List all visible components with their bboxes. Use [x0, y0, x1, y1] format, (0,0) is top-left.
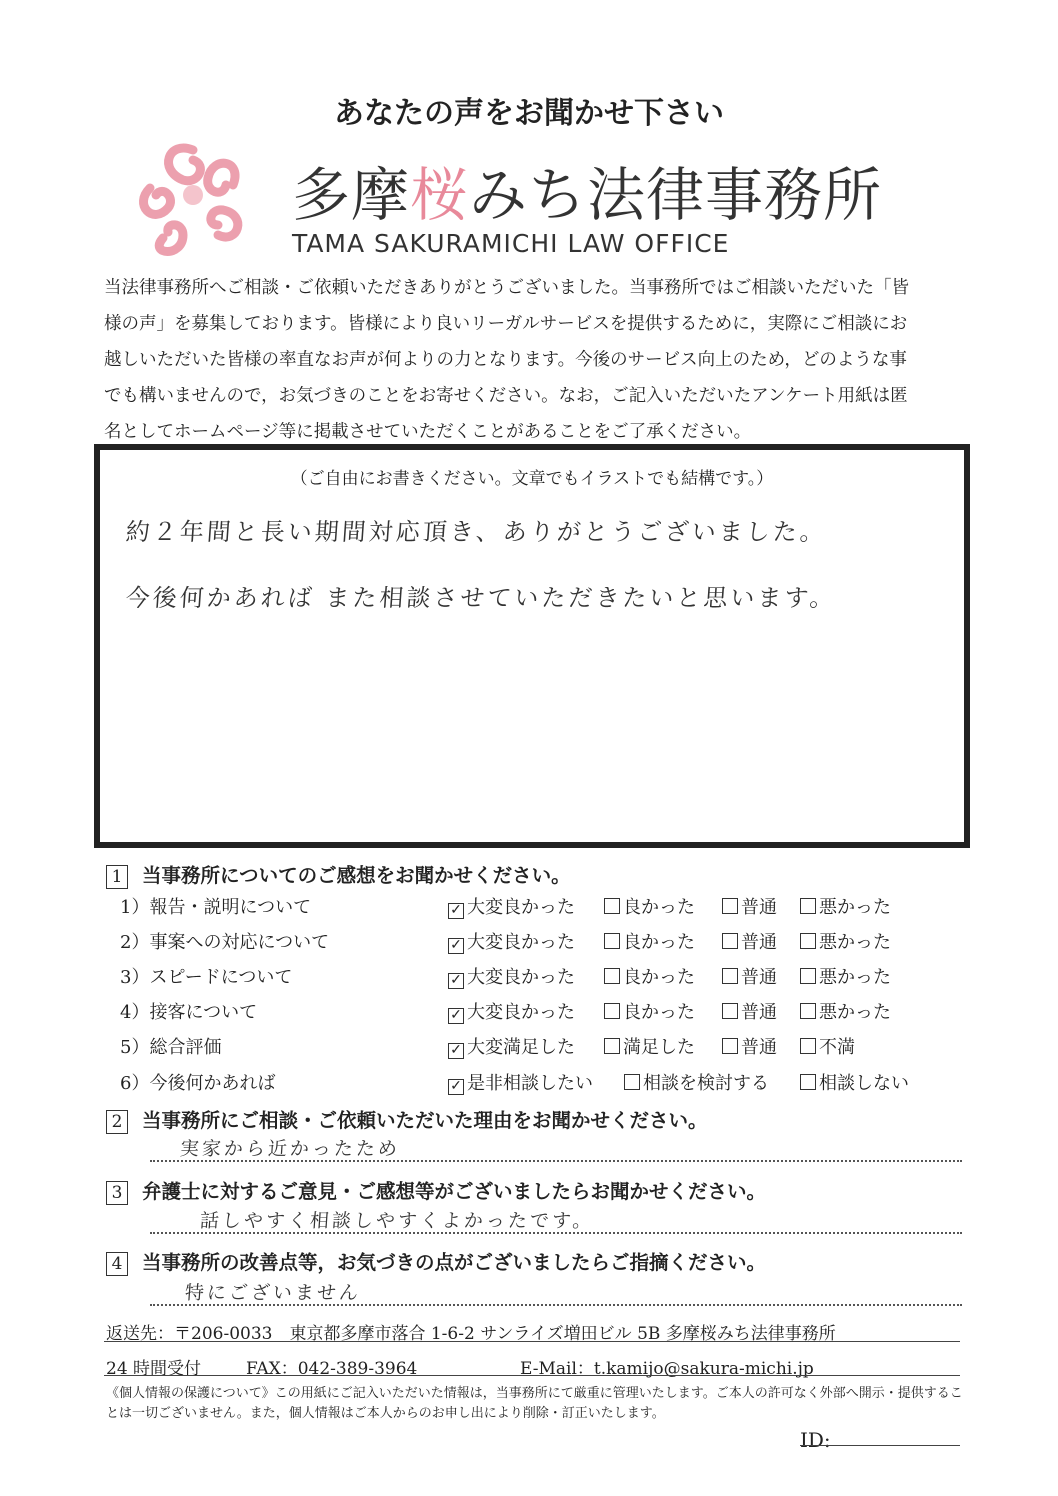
fax-number: FAX：042-389-3964	[246, 1359, 418, 1379]
checkbox-icon	[722, 1003, 738, 1019]
option-checkbox[interactable]	[800, 1033, 855, 1059]
checkbox-icon	[722, 1038, 738, 1054]
checkbox-icon	[604, 1003, 620, 1019]
checkbox-icon	[624, 1074, 640, 1090]
q2-number: 2	[106, 1110, 128, 1134]
option-checkbox[interactable]	[448, 998, 575, 1024]
option-checkbox[interactable]	[722, 1033, 777, 1059]
checkbox-icon	[722, 968, 738, 984]
option-label: 良かった	[623, 932, 695, 953]
checkbox-icon	[800, 1003, 816, 1019]
option-label: 悪かった	[819, 1002, 891, 1023]
checkbox-icon	[800, 898, 816, 914]
q2-heading-text: 当事務所にご相談・ご依頼いただいた理由をお聞かせください。	[142, 1109, 708, 1132]
option-label: 普通	[741, 967, 777, 988]
q3-heading	[106, 1176, 766, 1205]
option-label: 悪かった	[819, 967, 891, 988]
option-checkbox[interactable]	[624, 1069, 769, 1095]
option-checkbox[interactable]	[800, 928, 891, 954]
office-name-part1: 多摩	[292, 161, 411, 229]
option-label: 大変良かった	[467, 932, 575, 953]
checkbox-icon	[604, 1038, 620, 1054]
checked-box-icon: ✓	[448, 1079, 464, 1095]
q1-number: 1	[106, 865, 128, 889]
email-address: E-Mail：t.kamijo@sakura-michi.jp	[520, 1359, 814, 1379]
free-comment-box[interactable]	[94, 444, 970, 848]
option-checkbox[interactable]	[448, 928, 575, 954]
q1-row-label: 6）今後何かあれば	[120, 1073, 276, 1094]
option-checkbox[interactable]	[800, 963, 891, 989]
q4-answer[interactable]: 特にございません	[184, 1282, 362, 1304]
q4-answer-line	[150, 1304, 962, 1306]
q2-answer[interactable]: 実家から近かったため	[179, 1138, 401, 1160]
return-address: 返送先：〒206-0033 東京都多摩市落合 1-6-2 サンライズ増田ビル 5B 多摩桜みち法律事務所	[106, 1324, 836, 1344]
q3-answer-line	[150, 1232, 962, 1234]
checked-box-icon: ✓	[448, 1008, 464, 1024]
checkbox-icon	[604, 968, 620, 984]
option-label: 不満	[819, 1037, 855, 1058]
option-label: 相談しない	[819, 1073, 909, 1094]
footer-divider	[104, 1341, 960, 1342]
free-comment-line-2: 今後何かあれば また相談させていただきたいと思います。	[124, 584, 838, 612]
q2-heading	[106, 1105, 708, 1134]
option-checkbox[interactable]	[448, 963, 575, 989]
checkbox-icon	[604, 933, 620, 949]
option-checkbox[interactable]	[800, 1069, 909, 1095]
checkbox-icon	[722, 898, 738, 914]
intro-text	[104, 270, 950, 450]
checked-box-icon: ✓	[448, 1043, 464, 1059]
q1-row-label: 2）事案への対応について	[120, 932, 330, 953]
q1-row-label: 3）スピードについて	[120, 967, 293, 988]
option-checkbox[interactable]	[604, 1033, 695, 1059]
option-checkbox[interactable]	[604, 928, 695, 954]
office-name-en: TAMA SAKURAMICHI LAW OFFICE	[292, 229, 730, 258]
checkbox-icon	[800, 933, 816, 949]
option-label: 悪かった	[819, 932, 891, 953]
option-label: 良かった	[623, 1002, 695, 1023]
option-label: 大変良かった	[467, 967, 575, 988]
option-label: 普通	[741, 932, 777, 953]
id-field-line[interactable]	[800, 1445, 960, 1446]
checkbox-icon	[800, 1038, 816, 1054]
checkbox-icon	[722, 933, 738, 949]
option-label: 良かった	[623, 967, 695, 988]
option-label: 悪かった	[819, 897, 891, 918]
option-label: 普通	[741, 1002, 777, 1023]
option-label: 大変良かった	[467, 897, 575, 918]
page-title: あなたの声をお聞かせ下さい	[334, 96, 724, 131]
q3-number: 3	[106, 1181, 128, 1205]
q3-answer[interactable]: 話しやすく相談しやすくよかったです。	[199, 1210, 596, 1232]
sakura-logo-icon	[128, 130, 258, 260]
intro-line: 越しいただいた皆様の率直なお声が何よりの力となります。今後のサービス向上のため，どのような事	[104, 350, 907, 370]
checked-box-icon: ✓	[448, 938, 464, 954]
option-checkbox[interactable]	[448, 1069, 593, 1095]
q3-heading-text: 弁護士に対するご意見・ご感想等がございましたらお聞かせください。	[142, 1180, 767, 1203]
intro-line: 名としてホームページ等に掲載させていただくことがあることをご了承ください。	[104, 422, 752, 442]
checked-box-icon: ✓	[448, 973, 464, 989]
option-checkbox[interactable]	[722, 998, 777, 1024]
office-name-accent: 桜	[410, 161, 470, 229]
option-checkbox[interactable]	[722, 893, 777, 919]
checkbox-icon	[800, 968, 816, 984]
footer-divider	[104, 1375, 960, 1376]
q1-heading-text: 当事務所についてのご感想をお聞かせください。	[142, 864, 571, 887]
intro-line: でも構いませんので，お気づきのことをお寄せください。なお，ご記入いただいたアンケート用紙は匿	[104, 386, 908, 406]
checkbox-icon	[800, 1074, 816, 1090]
q1-row-label: 5）総合評価	[120, 1037, 222, 1058]
option-label: 良かった	[623, 897, 695, 918]
office-name	[292, 148, 882, 232]
privacy-notice: 《個人情報の保護について》この用紙にご記入いただいた情報は，当事務所にて厳重に管理いたします。ご本人の許可なく外部へ開示・提供することは一切ございません。また，個人情報はご本人からのお申し出により削除・訂正いたします。	[106, 1386, 963, 1421]
intro-line: 当法律事務所へご相談・ご依頼いただきありがとうございました。当事務所ではご相談いただいた「皆	[104, 278, 909, 298]
option-checkbox[interactable]	[722, 963, 777, 989]
reception-hours: 24 時間受付	[106, 1359, 202, 1379]
option-checkbox[interactable]	[800, 893, 891, 919]
q1-row-label: 1）報告・説明について	[120, 897, 312, 918]
id-label: ID:	[800, 1428, 831, 1452]
option-label: 大変良かった	[467, 1002, 575, 1023]
option-label: 普通	[741, 1037, 777, 1058]
option-label: 大変満足した	[467, 1037, 575, 1058]
q4-heading-text: 当事務所の改善点等，お気づきの点がございましたらご指摘ください。	[142, 1251, 767, 1274]
q1-row-label: 4）接客について	[120, 1002, 258, 1023]
option-checkbox[interactable]	[604, 998, 695, 1024]
option-label: 普通	[741, 897, 777, 918]
option-checkbox[interactable]	[722, 928, 777, 954]
office-name-part2: みち法律事務所	[469, 161, 883, 229]
option-label: 是非相談したい	[467, 1073, 593, 1094]
q2-answer-line	[150, 1160, 962, 1162]
checkbox-icon	[604, 898, 620, 914]
option-checkbox[interactable]	[604, 963, 695, 989]
q4-number: 4	[106, 1252, 128, 1276]
option-label: 相談を検討する	[643, 1073, 769, 1094]
checked-box-icon: ✓	[448, 903, 464, 919]
option-checkbox[interactable]	[604, 893, 695, 919]
free-comment-note: （ご自由にお書きください。文章でもイラストでも結構です。）	[290, 469, 774, 489]
q4-heading	[106, 1247, 766, 1276]
free-comment-line-1: 約２年間と長い期間対応頂き、ありがとうございました。	[124, 518, 828, 546]
option-checkbox[interactable]	[800, 998, 891, 1024]
q1-heading	[106, 860, 571, 889]
intro-line: 様の声」を募集しております。皆様により良いリーガルサービスを提供するために，実際にご相談にお	[104, 314, 908, 334]
option-label: 満足した	[623, 1037, 695, 1058]
option-checkbox[interactable]	[448, 893, 575, 919]
option-checkbox[interactable]	[448, 1033, 575, 1059]
